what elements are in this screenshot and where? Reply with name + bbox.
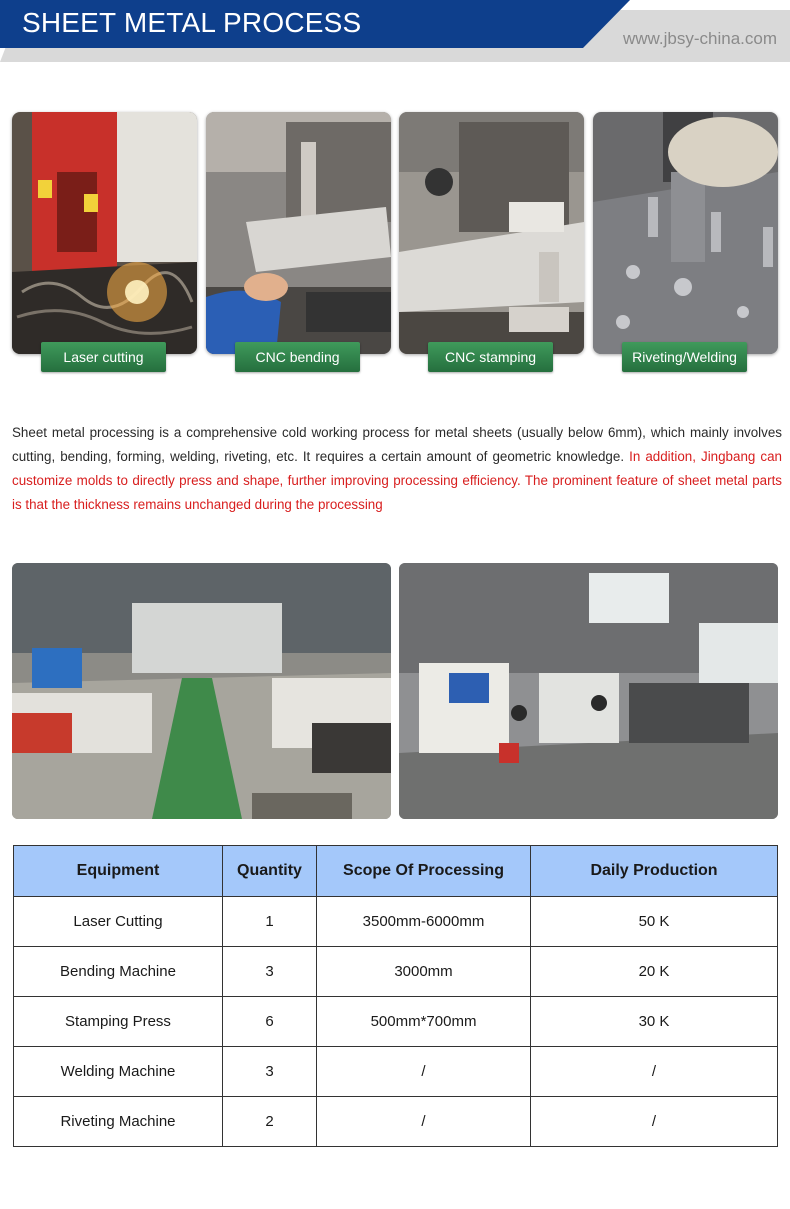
equipment-cell: Laser Cutting [14,897,223,947]
quantity-cell: 3 [223,1047,317,1097]
page-title: SHEET METAL PROCESS [22,7,362,38]
scope-cell: / [317,1047,531,1097]
process-card-riveting [593,112,778,374]
scope-cell: 3500mm-6000mm [317,897,531,947]
daily-production-cell: 20 K [531,947,778,997]
quantity-cell: 2 [223,1097,317,1147]
table-row [14,997,778,1047]
table-row [14,1047,778,1097]
daily-production-cell: / [531,1097,778,1147]
column-header-equipment: Equipment [14,846,223,897]
laser-cutting-photo [12,112,197,354]
process-label: CNC bending [235,342,360,372]
quantity-cell: 6 [223,997,317,1047]
process-label: Riveting/Welding [622,342,747,372]
table-row [14,947,778,997]
table-header-row [14,846,778,897]
scope-cell: 500mm*700mm [317,997,531,1047]
cnc-stamping-photo [399,112,584,354]
equipment-cell: Bending Machine [14,947,223,997]
table-row [14,1097,778,1147]
process-description [12,421,782,517]
description-highlight: In addition, Jingbang can customize molds to directly press and shape, further improving processing efficiency. The prominent feature of sheet metal parts is that the thickness remains unchanged during the processing [12,449,782,512]
equipment-cell: Riveting Machine [14,1097,223,1147]
equipment-cell: Welding Machine [14,1047,223,1097]
process-card-stamping [399,112,584,374]
equipment-cell: Stamping Press [14,997,223,1047]
column-header-daily-production: Daily Production [531,846,778,897]
riveting-welding-photo [593,112,778,354]
page-header [0,0,790,66]
equipment-table [13,845,778,1147]
scope-cell: 3000mm [317,947,531,997]
scope-cell: / [317,1097,531,1147]
process-label: Laser cutting [41,342,166,372]
process-card-laser [12,112,197,374]
cnc-bending-photo [206,112,391,354]
laser-workshop-photo [12,563,391,819]
daily-production-cell: / [531,1047,778,1097]
daily-production-cell: 30 K [531,997,778,1047]
table-row [14,897,778,947]
column-header-quantity: Quantity [223,846,317,897]
quantity-cell: 3 [223,947,317,997]
bending-workshop-photo [399,563,778,819]
description-text: Sheet metal processing is a comprehensive cold working process for metal sheets (usually below 6mm), which mainly involves cutting, bending, forming, welding, riveting, etc. It requires a certain amount of geometric knowledge. [12,425,782,464]
quantity-cell: 1 [223,897,317,947]
process-label: CNC stamping [428,342,553,372]
site-url[interactable]: www.jbsy-china.com [623,29,777,48]
process-card-bending [206,112,391,374]
daily-production-cell: 50 K [531,897,778,947]
column-header-scope: Scope Of Processing [317,846,531,897]
